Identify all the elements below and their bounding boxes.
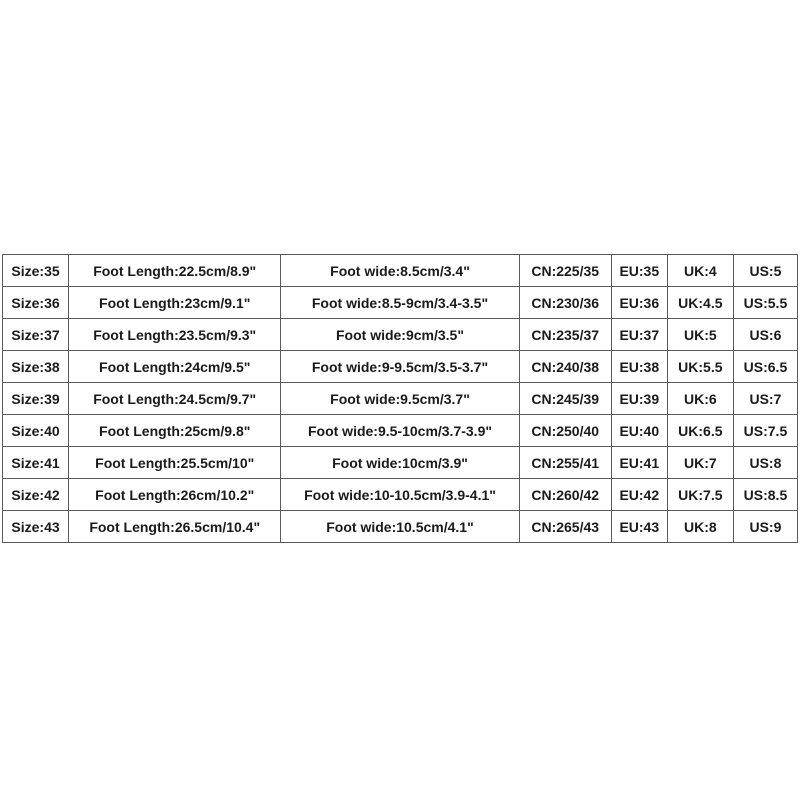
foot-wide-cell: Foot wide:10cm/3.9"	[281, 447, 519, 479]
us-size-cell: US:9	[733, 511, 797, 543]
cn-size-cell: CN:260/42	[519, 479, 611, 511]
cn-size-cell: CN:225/35	[519, 255, 611, 287]
us-size-cell: US:8.5	[733, 479, 797, 511]
cn-size-cell: CN:240/38	[519, 351, 611, 383]
size-cell: Size:39	[3, 383, 69, 415]
table-row	[3, 479, 798, 511]
table-row	[3, 319, 798, 351]
us-size-cell: US:6.5	[733, 351, 797, 383]
table-row	[3, 255, 798, 287]
us-size-cell: US:6	[733, 319, 797, 351]
table-row	[3, 287, 798, 319]
us-size-cell: US:5.5	[733, 287, 797, 319]
uk-size-cell: UK:5.5	[667, 351, 733, 383]
eu-size-cell: EU:37	[611, 319, 667, 351]
foot-length-cell: Foot Length:26cm/10.2"	[69, 479, 281, 511]
uk-size-cell: UK:5	[667, 319, 733, 351]
size-cell: Size:42	[3, 479, 69, 511]
eu-size-cell: EU:42	[611, 479, 667, 511]
size-chart-table	[2, 254, 798, 543]
eu-size-cell: EU:35	[611, 255, 667, 287]
size-cell: Size:36	[3, 287, 69, 319]
table-row	[3, 415, 798, 447]
size-cell: Size:40	[3, 415, 69, 447]
cn-size-cell: CN:235/37	[519, 319, 611, 351]
us-size-cell: US:7	[733, 383, 797, 415]
uk-size-cell: UK:7	[667, 447, 733, 479]
eu-size-cell: EU:41	[611, 447, 667, 479]
size-cell: Size:41	[3, 447, 69, 479]
foot-wide-cell: Foot wide:9.5cm/3.7"	[281, 383, 519, 415]
foot-length-cell: Foot Length:22.5cm/8.9"	[69, 255, 281, 287]
size-cell: Size:37	[3, 319, 69, 351]
size-cell: Size:43	[3, 511, 69, 543]
table-row	[3, 351, 798, 383]
table-row	[3, 383, 798, 415]
uk-size-cell: UK:8	[667, 511, 733, 543]
foot-wide-cell: Foot wide:10.5cm/4.1"	[281, 511, 519, 543]
foot-length-cell: Foot Length:26.5cm/10.4"	[69, 511, 281, 543]
uk-size-cell: UK:4	[667, 255, 733, 287]
us-size-cell: US:5	[733, 255, 797, 287]
foot-wide-cell: Foot wide:8.5cm/3.4"	[281, 255, 519, 287]
uk-size-cell: UK:6	[667, 383, 733, 415]
cn-size-cell: CN:250/40	[519, 415, 611, 447]
foot-length-cell: Foot Length:25.5cm/10"	[69, 447, 281, 479]
eu-size-cell: EU:38	[611, 351, 667, 383]
foot-wide-cell: Foot wide:10-10.5cm/3.9-4.1"	[281, 479, 519, 511]
cn-size-cell: CN:265/43	[519, 511, 611, 543]
eu-size-cell: EU:40	[611, 415, 667, 447]
size-cell: Size:38	[3, 351, 69, 383]
eu-size-cell: EU:39	[611, 383, 667, 415]
table-row	[3, 511, 798, 543]
foot-wide-cell: Foot wide:9-9.5cm/3.5-3.7"	[281, 351, 519, 383]
uk-size-cell: UK:4.5	[667, 287, 733, 319]
uk-size-cell: UK:7.5	[667, 479, 733, 511]
table-row	[3, 447, 798, 479]
foot-length-cell: Foot Length:24cm/9.5"	[69, 351, 281, 383]
size-cell: Size:35	[3, 255, 69, 287]
foot-wide-cell: Foot wide:9.5-10cm/3.7-3.9"	[281, 415, 519, 447]
eu-size-cell: EU:36	[611, 287, 667, 319]
foot-length-cell: Foot Length:25cm/9.8"	[69, 415, 281, 447]
foot-length-cell: Foot Length:23.5cm/9.3"	[69, 319, 281, 351]
eu-size-cell: EU:43	[611, 511, 667, 543]
cn-size-cell: CN:245/39	[519, 383, 611, 415]
foot-length-cell: Foot Length:24.5cm/9.7"	[69, 383, 281, 415]
us-size-cell: US:8	[733, 447, 797, 479]
foot-wide-cell: Foot wide:8.5-9cm/3.4-3.5"	[281, 287, 519, 319]
foot-wide-cell: Foot wide:9cm/3.5"	[281, 319, 519, 351]
us-size-cell: US:7.5	[733, 415, 797, 447]
uk-size-cell: UK:6.5	[667, 415, 733, 447]
cn-size-cell: CN:230/36	[519, 287, 611, 319]
cn-size-cell: CN:255/41	[519, 447, 611, 479]
foot-length-cell: Foot Length:23cm/9.1"	[69, 287, 281, 319]
